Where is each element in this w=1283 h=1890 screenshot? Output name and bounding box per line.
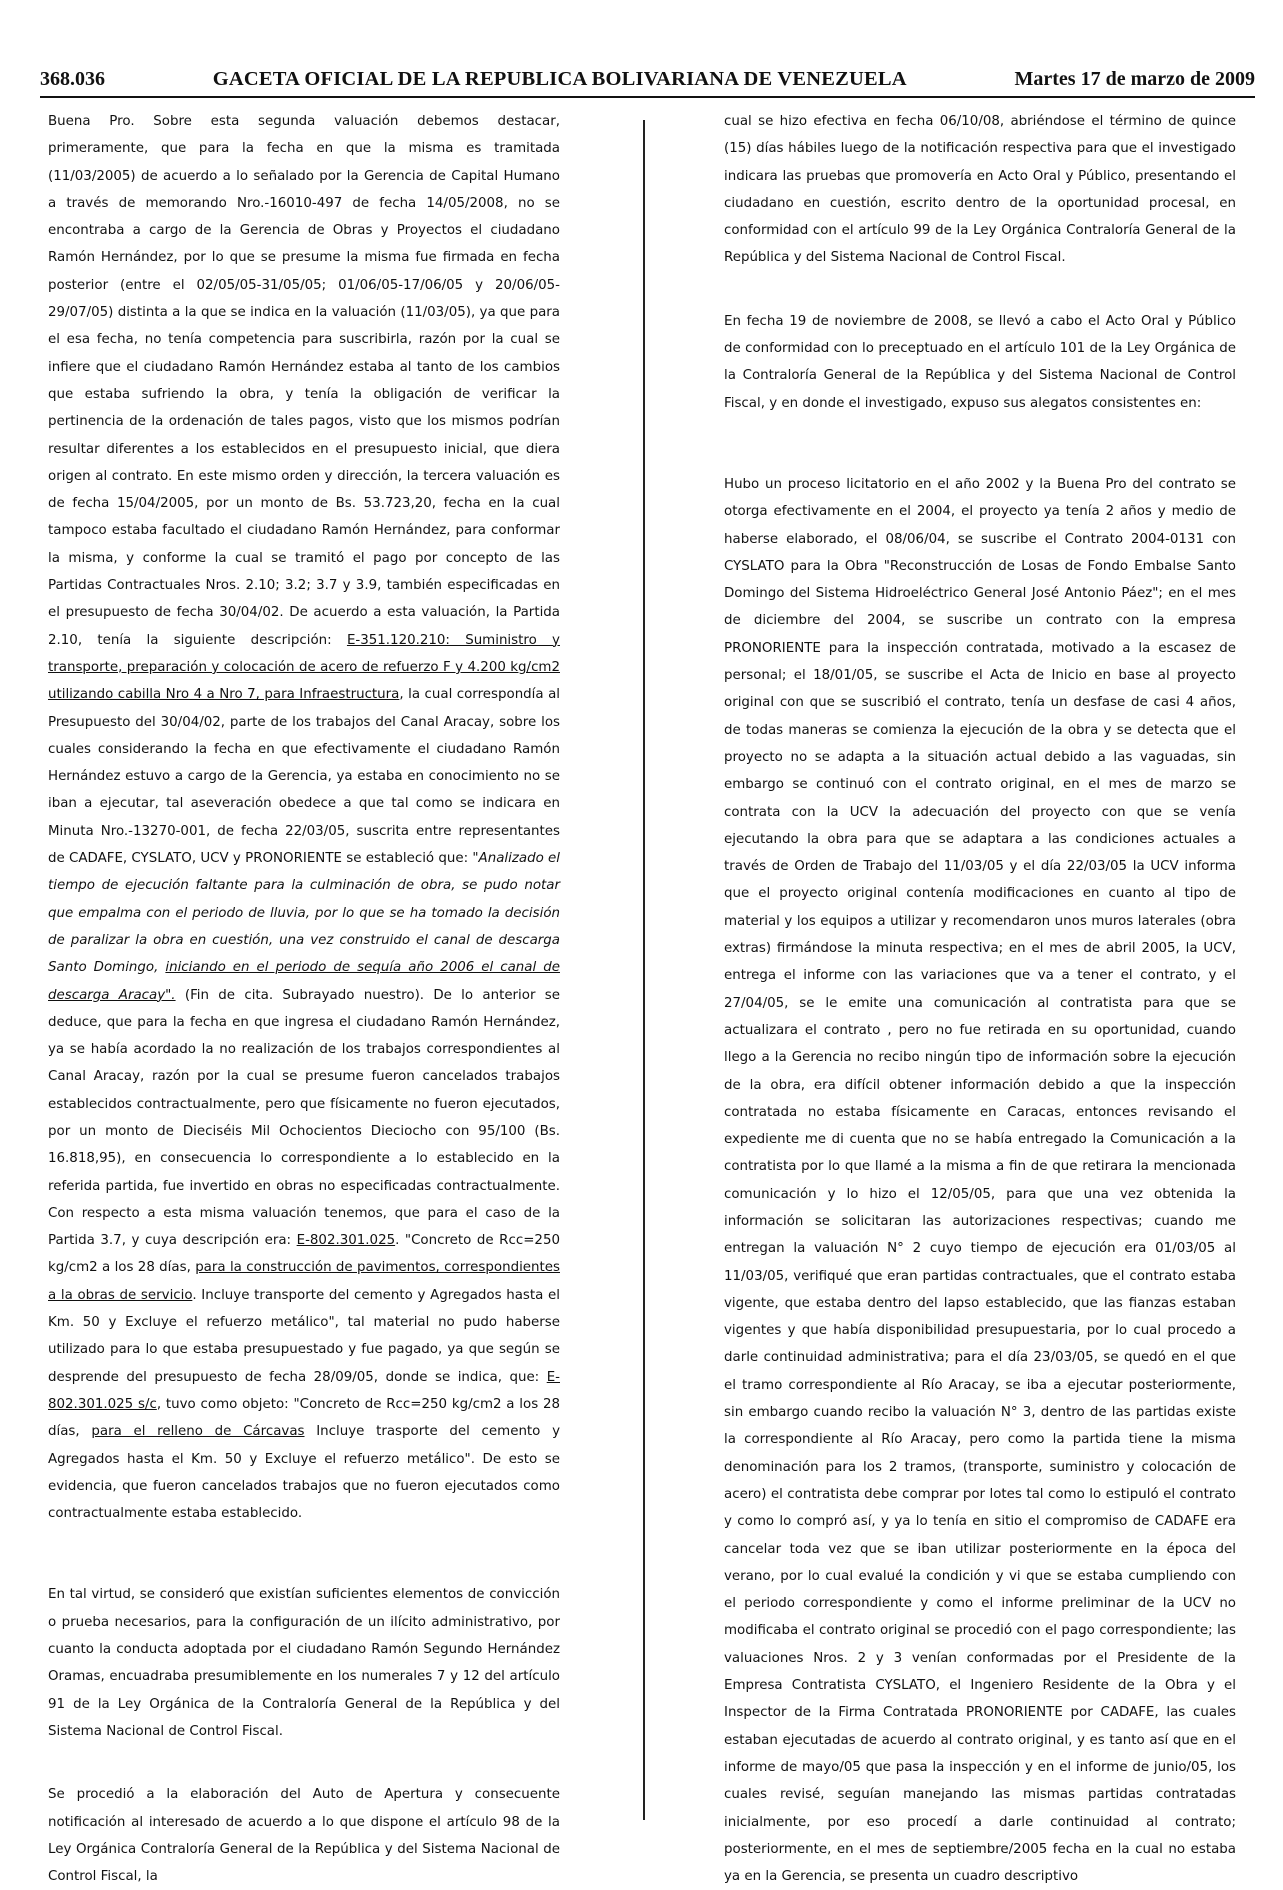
text-run: . Incluye transporte del cemento y Agregados hasta el Km. 50 y Excluye el refuerzo metálico", tal material no pudo haberse utilizado para lo que estaba presupuestado y fue pagado, ya que según se desprende del presupuesto de fecha 28/09/05, donde se indica, que: <box>48 1287 560 1385</box>
text-run: (Fin de cita. Subrayado nuestro). De lo anterior se deduce, que para la fecha en que ingresa el ciudadano Ramón Hernández, ya se había acordado la no realización de los trabajos correspondientes al Canal Aracay, razón por la cual se presume fueron cancelados trabajos establecidos contractualmente, pero que físicamente no fueron ejecutados, por un monto de Dieciséis Mil Ochocientos Dieciocho con 95/100 (Bs. 16.818,95), en consecuencia lo correspondiente a lo establecido en la referida partida, fue invertido en obras no especificadas contractualmente. Con respecto a esta misma valuación tenemos, que para el caso de la Partida 3.7, y cuya descripción era: <box>48 987 560 1249</box>
underlined-code: E-802.301.025 <box>296 1233 396 1249</box>
right-paragraph-1: cual se hizo efectiva en fecha 06/10/08, abriéndose el término de quince (15) días hábiles luego de la notificación respectiva para que el investigado indicara las pruebas que promovería en Acto Oral y Público, presentando el ciudadano en cuestión, escrito dentro de la oportunidad procesal, en conformidad con el artículo 99 de la Ley Orgánica Contraloría General de la República y del Sistema Nacional de Control Fiscal. <box>724 114 1236 266</box>
header-rule <box>40 96 1255 98</box>
right-paragraph-3: Hubo un proceso licitatorio en el año 2002 y la Buena Pro del contrato se otorga efectivamente en el 2004, el proyecto ya tenía 2 años y medio de haberse elaborado, el 08/06/04, se suscribe el Contrato 2004-0131 con CYSLATO para la Obra "Reconstrucción de Losas de Fondo Embalse Santo Domingo del Sistema Hidroeléctrico General José Antonio Páez"; en el mes de diciembre del 2004, se suscribe un contrato con la empresa PRONORIENTE para la inspección contratada, motivado a la escasez de personal; el 18/01/05, se suscribe el Acta de Inicio en base al proyecto original con que se suscribió el contrato, tenía un desfase de casi 4 años, de todas maneras se comienza la ejecución de la obra y se detecta que el proyecto no se adapta a la situación actual debido a las vaguadas, sin embargo se continuó con el contrato original, en el mes de marzo se contrata con la UCV la adecuación del proyecto con que se venía ejecutando la obra para que se adaptara a las condiciones actuales a través de Orden de Trabajo del 11/03/05 y el día 22/03/05 la UCV informa que el proyecto original contenía modificaciones en cuanto al tipo de material y los equipos a utilizar y recomendaron unos muros laterales (obra extras) firmándose la minuta respectiva; en el mes de abril 2005, la UCV, entrega el informe con las variaciones que va a tener el contrato, y el 27/04/05, se le emite una comunicación al contratista para que se actualizara el contrato , pero no fue retirada en su oportunidad, cuando llego a la Gerencia no recibo ningún tipo de información sobre la ejecución de la obra, era difícil obtener información debido a que la inspección contratada no estaba físicamente en Caracas, entonces revisando el expediente me di cuenta que no se había entregado la Comunicación a la contratista por lo que llamé a la misma a fin de que retirara la mencionada comunicación y lo hizo el 12/05/05, para que una vez obtenida la información se solicitaran las autorizaciones respectivas; cuando me entregan la valuación N° 2 cuyo tiempo de ejecución era 01/03/05 al 11/03/05, verifiqué que eran partidas contractuales, que el contrato estaba vigente, que estaba dentro del lapso establecido, que las fianzas estaban vigentes y que había disponibilidad presupuestaria, por lo cual procedo a darle continuidad administrativa; para el día 23/03/05, se quedó en el que el tramo correspondiente al Río Aracay, se iba a ejecutar posteriormente, sin embargo cuando recibo la valuación N° 3, dentro de las partidas existe la correspondiente al Río Aracay, pero como la partida tiene la misma denominación para los 2 tramos, (transporte, suministro y colocación de acero) el contratista debe comprar por lotes tal como lo estipuló el contrato y como lo compró así, y ya lo tenía en sitio el compromiso de CADAFE era cancelar toda vez que se iban utilizar posteriormente en la época del verano, por lo cual evalué la condición y vi que se estaba cumpliendo con el periodo correspondiente y como el informe preliminar de la UCV no modificaba el contrato original se procedió con el pago correspondiente; las valuaciones Nros. 2 y 3 venían conformadas por el Presidente de la Empresa Contratista CYSLATO, el Ingeniero Residente de la Obra y el Inspector de la Firma Contratada PRONORIENTE por CADAFE, las cuales estaban ejecutadas de acuerdo al contrato original, y es tanto así que en el informe de mayo/05 que pasa la inspección y en el informe de junio/05, los cuales revisé, seguían manejando las mismas partidas contratadas inicialmente, por eso procedí a darle continuidad al contrato; posteriormente, en el mes de septiembre/2005 fecha en la cual no estaba ya en la Gerencia, se presenta un cuadro descriptivo <box>724 476 1236 1885</box>
issue-date: Martes 17 de marzo de 2009 <box>1014 68 1255 90</box>
text-run: Buena Pro. Sobre esta segunda valuación debemos destacar, primeramente, que para la fecha en que la misma es tramitada (11/03/2005) de acuerdo a lo señalado por la Gerencia de Capital Humano a través de memorando Nro.-16010-497 de fecha 14/05/2008, no se encontraba a cargo de la Gerencia de Obras y Proyectos el ciudadano Ramón Hernández, por lo que se presume la misma fue firmada en fecha posterior (entre el 02/05/05-31/05/05; 01/06/05-17/06/05 y 20/06/05-29/07/05) distinta a la que se indica en la valuación (11/03/05), ya que para el esa fecha, no tenía competencia para suscribirla, razón por la cual se infiere que el ciudadano Ramón Hernández estaba al tanto de los cambios que estaba sufriendo la obra, y tenía la obligación de verificar la pertinencia de la ordenación de tales pagos, visto que los mismos podrían resultar diferentes a los establecidos en el presupuesto inicial, que diera origen al contrato. En este mismo orden y dirección, la tercera valuación es de fecha 15/04/2005, por un monto de Bs. 53.723,20, fecha en la cual tampoco estaba facultado el ciudadano Ramón Hernández, para conformar la misma, y conforme la cual se tramitó el pago por concepto de las Partidas Contractuales Nros. 2.10; 3.2; 3.7 y 3.9, también especificadas en el presupuesto de fecha 30/04/02. De acuerdo a esta valuación, la Partida 2.10, tenía la siguiente descripción: <box>48 114 560 648</box>
paragraph-spacer <box>724 272 1236 308</box>
left-paragraph-2: En tal virtud, se consideró que existían suficientes elementos de convicción o prueba necesarios, para la configuración de un ilícito administrativo, por cuanto la conducta adoptada por el ciudadano Ramón Segundo Hernández Oramas, encuadraba presumiblemente en los numerales 7 y 12 del artículo 91 de la Ley Orgánica de la Contraloría General de la República y del Sistema Nacional de Control Fiscal. <box>48 1587 560 1739</box>
italic-underlined-quote: iniciando en el periodo de sequía año 2006 el canal de descarga Aracay". <box>48 960 560 1003</box>
left-paragraph-1 <box>48 108 560 1527</box>
underlined-quote: E-351.120.210: Suministro y transporte, preparación y colocación de acero de refuerzo F y 4.200 kg/cm2 utilizando cabilla Nro 4 a Nro 7, para Infraestructura <box>48 632 560 703</box>
text-run: , tuvo como objeto: "Concreto de Rcc=250 kg/cm2 a los 28 días, <box>48 1396 560 1440</box>
left-paragraph-3: Se procedió a la elaboración del Auto de Apertura y consecuente notificación al interesado de acuerdo a lo que dispone el artículo 98 de la Ley Orgánica Contraloría General de la República y del Sistema Nacional de Control Fiscal, la <box>48 1787 560 1885</box>
paragraph-spacer <box>48 1745 560 1781</box>
underlined-quote: para la construcción de pavimentos, correspondientes a la obras de servicio <box>48 1260 560 1303</box>
paragraph-spacer <box>724 417 1236 471</box>
underlined-code: E-802.301.025 s/c <box>48 1369 560 1412</box>
italic-quote: "Analizado el tiempo de ejecución faltante para la culminación de obra, se pudo notar que empalma con el periodo de lluvia, por lo que se ha tomado la decisión de paralizar la obra en cuestión, una vez construido el canal de descarga Santo Domingo, <box>48 851 560 976</box>
gazette-title: GACETA OFICIAL DE LA REPUBLICA BOLIVARIANA DE VENEZUELA <box>212 68 907 90</box>
underlined-quote: para el relleno de Cárcavas <box>91 1424 305 1440</box>
right-paragraph-2: En fecha 19 de noviembre de 2008, se llevó a cabo el Acto Oral y Público de conformidad con lo preceptuado en el artículo 101 de la Ley Orgánica de la Contraloría General de la República y del Sistema Nacional de Control Fiscal, y en donde el investigado, expuso sus alegatos consistentes en: <box>724 313 1236 411</box>
paragraph-spacer <box>48 1527 560 1581</box>
page-number: 368.036 <box>40 68 105 90</box>
text-run: Incluye trasporte del cemento y Agregados hasta el Km. 50 y Excluye el refuerzo metálico". De esto se evidencia, que fueron cancelados trabajos que no fueron ejecutados como contractualmente estaba establecido. <box>48 1424 560 1522</box>
right-column <box>724 108 1236 1890</box>
left-column <box>48 108 560 1890</box>
page-header <box>40 68 1255 96</box>
text-run: . "Concreto de Rcc=250 kg/cm2 a los 28 días, <box>48 1233 560 1276</box>
text-run: , la cual correspondía al Presupuesto del 30/04/02, parte de los trabajos del Canal Aracay, sobre los cuales considerando la fecha en que efectivamente el ciudadano Ramón Hernández estuvo a cargo de la Gerencia, ya estaba en conocimiento no se iban a ejecutar, tal aseveración obedece a que tal como se indicara en Minuta Nro.-13270-001, de fecha 22/03/05, suscrita entre representantes de CADAFE, CYSLATO, UCV y PRONORIENTE se estableció que: <box>48 687 561 867</box>
column-divider <box>643 120 645 1820</box>
